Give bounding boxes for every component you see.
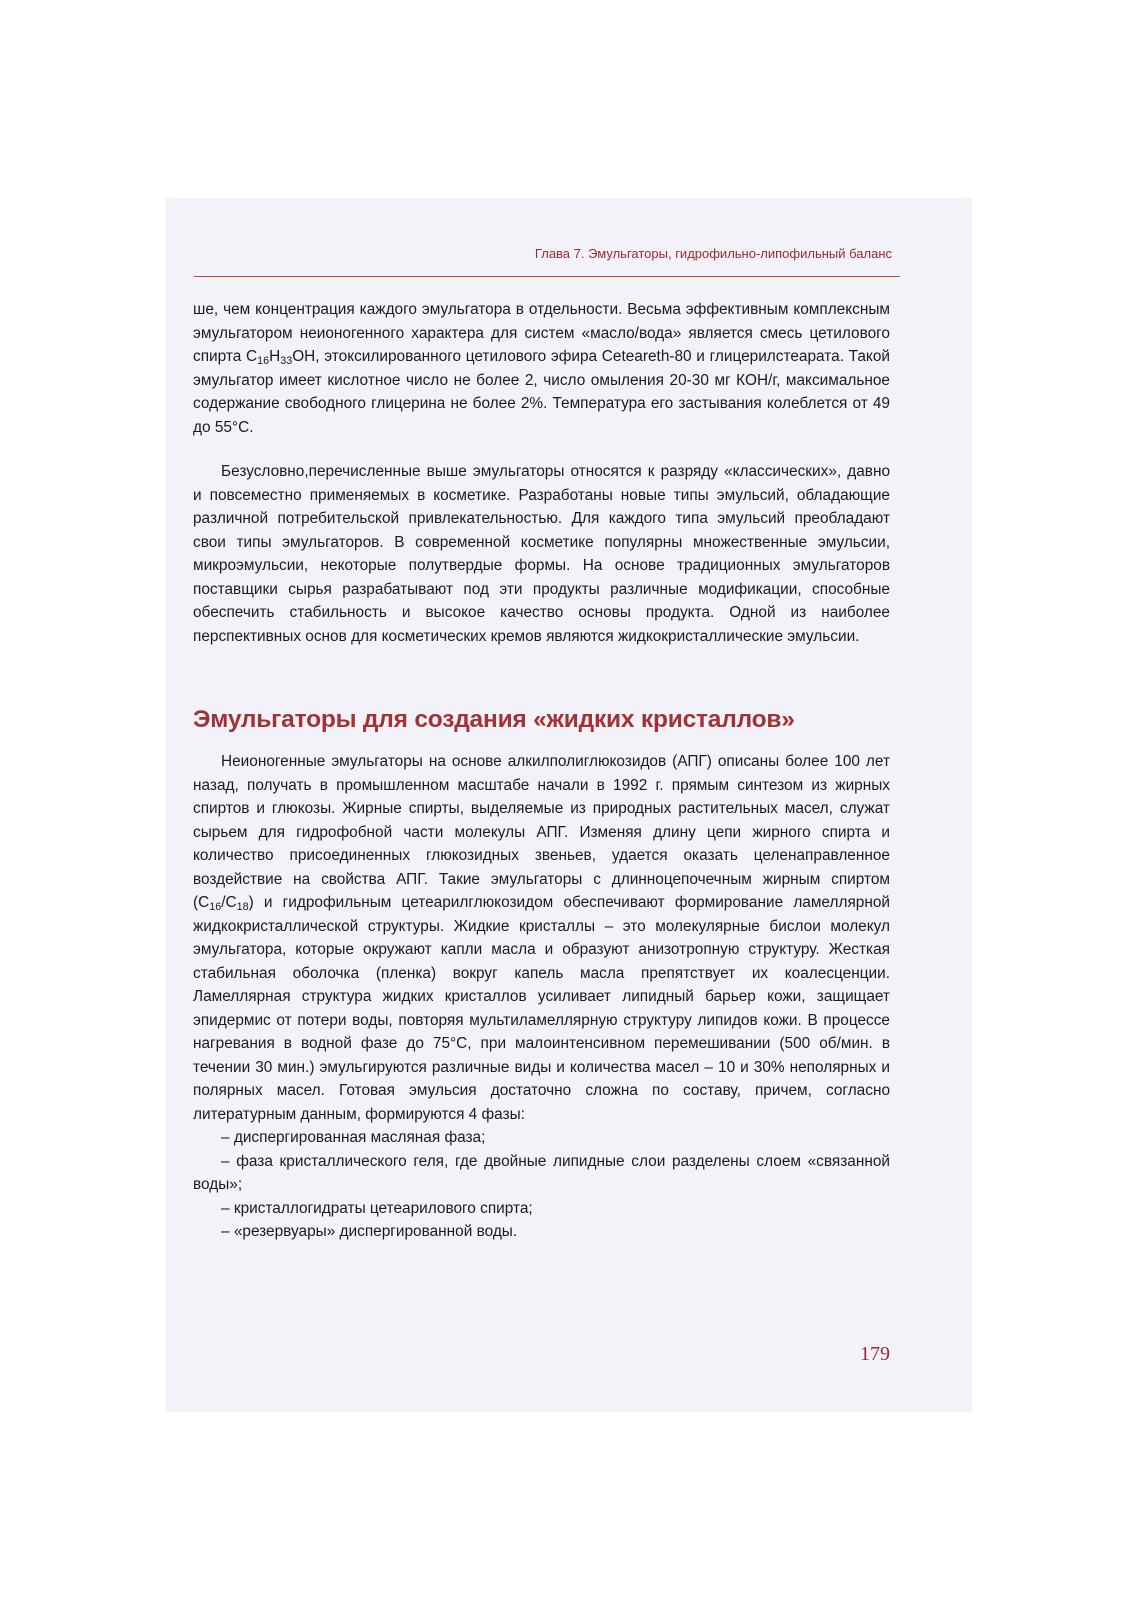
list-item: – фаза кристаллического геля, где двойные липидные слои разделены слоем «связанной воды»;: [193, 1152, 890, 1193]
page-number: 179: [860, 1343, 890, 1365]
running-head: Глава 7. Эмульгаторы, гидрофильно-липофильный баланс: [534, 246, 892, 261]
subscript: 16: [209, 901, 222, 914]
paragraph-3-text-b: /C: [221, 894, 237, 911]
paragraph-1-text-a: ше, чем концентрация каждого эмульгатора в отдельности. Весьма эффективным комплексным эмульгатором неионогенного характера для систем «масло/вода» является смесь цетилового спирта C: [193, 301, 890, 365]
header-rule: [194, 276, 900, 277]
paragraph-1: [193, 298, 890, 439]
list-item: – кристаллогидраты цетеарилового спирта;: [221, 1199, 533, 1217]
paragraph-3-text-c: ) и гидрофильным цетеарилглюкозидом обеспечивают формирование ламеллярной жидкокристаллической структуры. Жидкие кристаллы – это молекулярные бислои молекул эмульгатора, которые окружают капли масла и образуют анизотропную структуру. Жесткая стабильная оболочка (пленка) вокруг капель масла препятствует их коалесценции. Ламеллярная структура жидких кристаллов усиливает липидный барьер кожи, защищает эпидермис от потери воды, повторяя мультиламеллярную структуру липидов кожи. В процессе нагревания в водной фазе до 75°С, при малоинтенсивном перемешивании (500 об/мин. в течении 30 мин.) эмульгируются различные виды и количества масел – 10 и 30% неполярных и полярных масел. Готовая эмульсия достаточно сложна по составу, причем, согласно литературным данным, формируются 4 фазы:: [193, 894, 890, 1123]
paragraph-1-text-c: OH, этоксилированного цетилового эфира Ceteareth-80 и глицерилстеарата. Такой эмульгатор имеет кислотное число не более 2, число омыления 20-30 мг КОН/г, максимальное содержание свободного глицерина не более 2%. Температура его застывания колеблется от 49 до 55°С.: [193, 348, 890, 436]
section-heading: Эмульгаторы для создания «жидких кристаллов»: [193, 706, 795, 733]
list-item: – «резервуары» диспергированной воды.: [221, 1223, 518, 1240]
list-item: – диспергированная масляная фаза;: [221, 1129, 486, 1146]
subscript: 16: [257, 355, 270, 368]
paragraph-2-text: Безусловно,перечисленные выше эмульгаторы относятся к разряду «классических», давно и повсеместно применяемых в косметике. Разработаны новые типы эмульсий, обладающие различной потребительской привлекательностью. Для каждого типа эмульсий преобладают свои типы эмульгаторов. В современной косметике популярны множественные эмульсии, микроэмульсии, некоторые полутвердые формы. На основе традиционных эмульгаторов поставщики сырья разрабатывают под эти продукты различные модификации, способные обеспечить стабильность и высокое качество основы продукта. Одной из наиболее перспективных основ для косметических кремов являются жидкокристаллические эмульсии.: [193, 463, 890, 645]
paragraph-3: [193, 750, 890, 1244]
paragraph-2: [193, 460, 890, 648]
subscript: 33: [280, 355, 293, 368]
paragraph-3-text-a: Неионогенные эмульгаторы на основе алкилполиглюкозидов (АПГ) описаны более 100 лет назад, получать в промышленном масштабе начали в 1992 г. прямым синтезом из жирных спиртов и глюкозы. Жирные спирты, выделяемые из природных растительных масел, служат сырьем для гидрофобной части молекулы АПГ. Изменяя длину цепи жирного спирта и количество присоединенных глюкозидных звеньев, удается оказать целенаправленное воздействие на свойства АПГ. Такие эмульгаторы с длинноцепочечным жирным спиртом (C: [193, 753, 890, 911]
book-page: [166, 198, 972, 1412]
paragraph-1-text-b: H: [269, 348, 281, 365]
subscript: 18: [236, 901, 249, 914]
